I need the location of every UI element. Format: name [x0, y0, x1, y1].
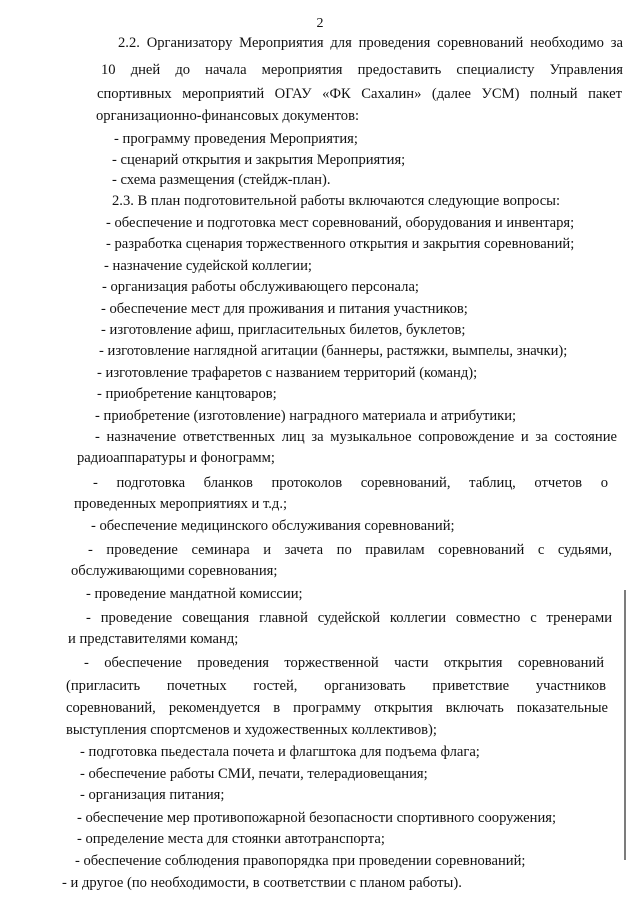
page-number: 2	[316, 16, 324, 31]
list-item: - обеспечение мер противопожарной безопасности спортивного сооружения;	[77, 810, 557, 826]
list-item: - обеспечение мест для проживания и питания участников;	[101, 301, 468, 317]
list-item: - организация питания;	[80, 787, 225, 803]
list-item: - приобретение (изготовление) наградного материала и атрибутики;	[95, 408, 517, 424]
section-heading: 2.3. В план подготовительной работы включаются следующие вопросы:	[112, 193, 561, 209]
list-item: - организация работы обслуживающего персонала;	[102, 279, 419, 295]
list-item: - обеспечение проведения торжественной части открытия соревнований	[84, 655, 604, 671]
text-line: спортивных мероприятий ОГАУ «ФК Сахалин» (далее УСМ) полный пакет	[97, 86, 622, 102]
list-item: - подготовка пьедестала почета и флагштока для подъема флага;	[80, 744, 480, 760]
list-item: - обеспечение медицинского обслуживания соревнований;	[91, 518, 455, 534]
text-line: радиоаппаратуры и фонограмм;	[77, 450, 275, 466]
text-line: 2.2. Организатору Мероприятия для проведения соревнований необходимо за	[118, 35, 623, 51]
list-item: - определение места для стоянки автотранспорта;	[77, 831, 385, 847]
text-line: организационно-финансовых документов:	[96, 108, 360, 124]
text-line: обслуживающими соревнования;	[71, 563, 278, 579]
list-item: - изготовление наглядной агитации (баннеры, растяжки, вымпелы, значки);	[99, 343, 568, 359]
list-item: - изготовление трафаретов с названием территорий (команд);	[97, 365, 478, 381]
list-item: - проведение мандатной комиссии;	[86, 586, 303, 602]
list-item: - обеспечение и подготовка мест соревнований, оборудования и инвентаря;	[106, 215, 575, 231]
list-item: - схема размещения (стейдж-план).	[112, 172, 331, 188]
list-item: - назначение судейской коллегии;	[104, 258, 312, 274]
list-item: - назначение ответственных лиц за музыкальное сопровождение и за состояние	[95, 429, 617, 445]
text-line: соревнований, рекомендуется в программу открытия включать показательные	[66, 700, 608, 716]
list-item: - сценарий открытия и закрытия Мероприятия;	[112, 152, 406, 168]
list-item: - разработка сценария торжественного открытия и закрытия соревнований;	[106, 236, 575, 252]
list-item: - проведение совещания главной судейской коллегии совместно с тренерами	[86, 610, 612, 626]
text-line: выступления спортсменов и художественных коллективов);	[66, 722, 437, 738]
list-item: - программу проведения Мероприятия;	[114, 131, 358, 147]
list-item: - обеспечение работы СМИ, печати, телерадиовещания;	[80, 766, 428, 782]
text-line: и представителями команд;	[68, 631, 239, 647]
list-item: - приобретение канцтоваров;	[97, 386, 277, 402]
list-item: - подготовка бланков протоколов соревнований, таблиц, отчетов о	[93, 475, 608, 491]
list-item: - проведение семинара и зачета по правилам соревнований с судьями,	[88, 542, 612, 558]
text-line: 10 дней до начала мероприятия предоставить специалисту Управления	[101, 62, 623, 78]
text-line: проведенных мероприятиях и т.д.;	[74, 496, 288, 512]
list-item: - изготовление афиш, пригласительных билетов, буклетов;	[101, 322, 466, 338]
text-line: (пригласить почетных гостей, организовать приветствие участников	[66, 678, 606, 694]
list-item: - и другое (по необходимости, в соответствии с планом работы).	[62, 875, 462, 891]
list-item: - обеспечение соблюдения правопорядка при проведении соревнований;	[75, 853, 526, 869]
scan-margin-line	[624, 590, 626, 860]
